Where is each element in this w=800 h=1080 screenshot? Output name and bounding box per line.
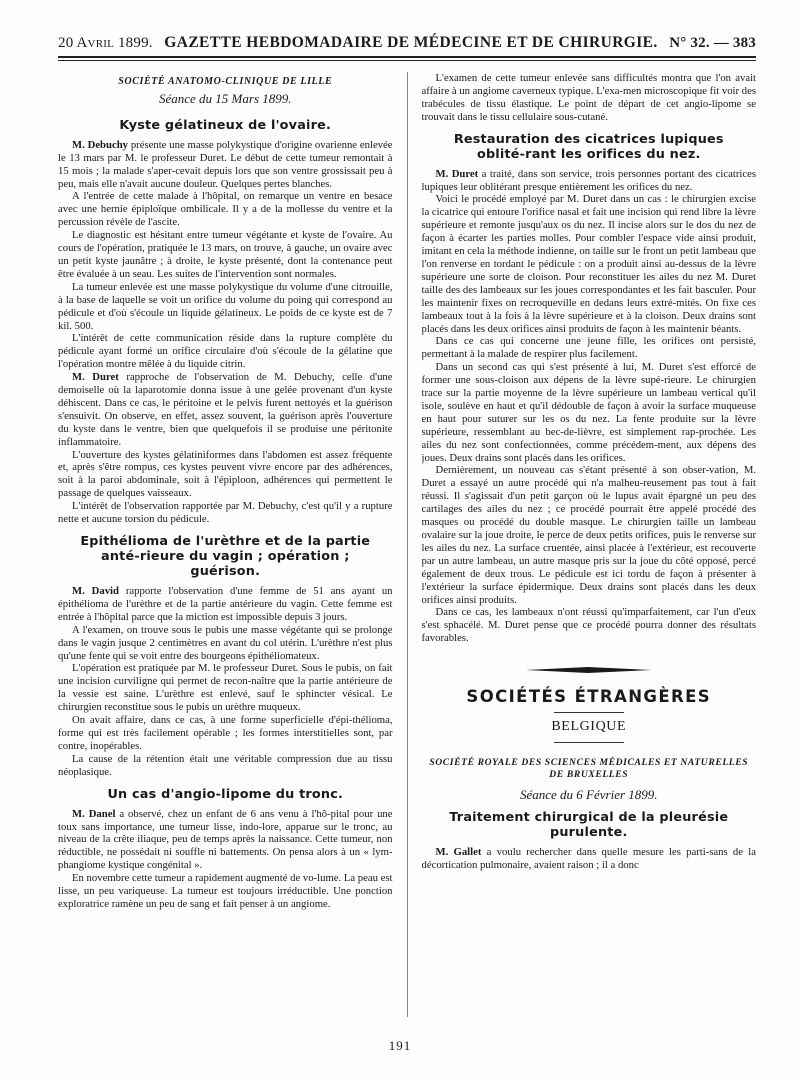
speaker-name: M. Debuchy <box>72 138 128 151</box>
paragraph: L'opération est pratiquée par M. le professeur Duret. Sous le pubis, on fait une incision curviligne qui permet de recon-naître que la partie antérieure de la vessie est saine. L'urèthre est enlevé, sauf le sphincter vésical. Le chirurgien reconstitue sous le pubis un urèthre muqueux. <box>58 662 393 714</box>
paragraph: Dans un second cas qui s'est présenté à lui, M. Duret s'est efforcé de former une sous-cloison aux dépens de la lèvre supé-rieure. Le chirurgien trace sur la partie moyenne de la lèvre supérieure un lambeau vertical qu'il isole, soulève en haut et qu'il dédouble de façon à avoir la surface muqueuse en haut pour suturer sur les os du nez. La fente produite sur la lèvre supérieure, ressemblant au bec-de-lièvre, est simplement rap-prochée. Les ailes du nez sont confectionnées, comme précédem-ment, aux dépens des joues. Deux drains sont placés dans les orifices. <box>421 361 757 464</box>
issue-page-number: N° 32. — 383 <box>669 35 756 51</box>
paragraph: M. David rapporte l'observation d'une femme de 51 ans ayant un épithélioma de l'urèthre et de la partie antérieure du vagin. Cette femme est entrée à l'hôpital parce que la miction est impossible depuis 3 jours. <box>58 585 393 623</box>
paragraph: Le diagnostic est hésitant entre tumeur végétante et kyste de l'ovaire. Au cours de l'opération, pratiquée le 13 mars, on trouve, à gauche, un ovaire avec un petit kyste jaunâtre ; à droite, le kyste présenté, dont la contenance peut être évaluée à un seau. Les suites de l'intervention sont normales. <box>58 229 393 280</box>
article-title-epithelioma: Epithélioma de l'urèthre et de la partie anté-rieure du vagin ; opération ; guérison. <box>80 534 371 579</box>
journal-title: GAZETTE HEBDOMADAIRE DE MÉDECINE ET DE CHIRURGIE. <box>164 34 658 51</box>
paragraph: A l'examen, on trouve sous le pubis une masse végétante qui se prolonge dans le vagin jusque 2 centimètres en avant du col utérin. L'urèthre n'est plus qu'une fente qui se voit entre des bourgeons épithéliomateux. <box>58 623 393 662</box>
left-column <box>58 72 393 1017</box>
short-rule <box>554 742 624 743</box>
paragraph: L'intérêt de cette communication réside dans la rupture complète du pédicule ayant formé un orifice circulaire d'où s'écoule de la gélatine que l'opération montre mêlée à du liquide citrin. <box>58 332 393 371</box>
paragraph: L'intérêt de l'observation rapportée par M. Debuchy, c'est qu'il y a rupture nette et aucune torsion du pédicule. <box>58 500 393 526</box>
paragraph: La tumeur enlevée est une masse polykystique du volume d'une citrouille, à la base de laquelle se voit un orifice du volume du poing qui correspond au pédicule et d'où s'écoule un liquide gélatineux. Le poids de ce kyste est de 7 kil. 500. <box>58 280 393 332</box>
paragraph: A l'entrée de cette malade à l'hôpital, on remarque un ventre en besace avec une hernie épiploïque ombilicale. Il y a de la mollesse du ventre et la percussion révèle de l'ascite. <box>58 190 393 229</box>
paragraph: On avait affaire, dans ce cas, à une forme superficielle d'épi-thélioma, forme qui est très facilement opérable ; les formes interstitielles sont, par contre, inopérables. <box>58 714 393 752</box>
speaker-name: M. Duret <box>72 371 119 384</box>
paragraph: M. Gallet a voulu rechercher dans quelle mesure les parti-sans de la décortication pulmonaire, avaient raison ; il a donc <box>421 845 756 871</box>
two-column-body <box>58 72 756 1017</box>
paragraph: En novembre cette tumeur a rapidement augmenté de vo-lume. La peau est lisse, un peu variqueuse. La tumeur est toujours irréductible. Une ponction exploratrice ramène un peu de sang et fait penser à un angiome. <box>58 872 393 910</box>
paragraph: Dans ce cas qui concerne une jeune fille, les orifices ont persisté, permettant à la malade de respirer plus facilement. <box>421 335 757 361</box>
paragraph: Dernièrement, un nouveau cas s'étant présenté à son obser-vation, M. Duret a essayé un autre procédé qui n'a malheu-reusement pas tout à fait réussi. Il s'agissait d'un petit garçon où le lupus avait épargné un peu des cartilages des ailes du nez ; ce procédé pourrait être appelé procédé des masques ou procédé du double masque. Le chirurgien taille un lambeau ovalaire sur la joue droite, le perce de deux petits orifices, puis le renverse sur les ailes du nez. La surface cruentée, ainsi placée à l'extérieur, est recouverte par un autre lambeau, un autre masque pris sur la joue du côté opposé, percé également de deux trous. Le pédicule est ici tordu de façon à présenter à l'extérieur la surface épidermique. Deux drains sont placés dans les deux orifices ainsi produits. <box>421 464 757 606</box>
paragraph: L'examen de cette tumeur enlevée sans difficultés montra que l'on avait affaire à un angiome caverneux typique. L'exa-men microscopique fit voir des trabécules de tissu élastique. Le point de départ de cet angio-lipome se trouvait dans le tissu cellulaire sous-cutané. <box>421 72 757 123</box>
right-column <box>422 72 757 1017</box>
paragraph: M. Danel a observé, chez un enfant de 6 ans venu à l'hô-pital pour une toux sans importance, une tumeur lisse, indo-lore, apparue sur le tronc, au niveau de la crête iliaque, peu de temps après la naissance. Cette tumeur, non réductible, ne possédait ni souffle ni battements. On pensa alors à un « lym-phangiome kystique congénital ». <box>58 807 393 872</box>
society-name: SOCIÉTÉ ANATOMO-CLINIQUE DE LILLE <box>118 76 333 87</box>
short-rule <box>554 712 624 713</box>
society-name: SOCIÉTÉ ROYALE DES SCIENCES MÉDICALES ET NATURELLES DE BRUXELLES <box>429 756 749 780</box>
section-title-foreign-societies: SOCIÉTÉS ÉTRANGÈRES <box>466 687 712 707</box>
column-divider <box>407 72 408 1017</box>
paragraph: M. Duret rapproche de l'observation de M. Debuchy, celle d'une demoiselle où la laparotomie donna issue à une gelée provenant d'un kyste déhiscent. Dans ce cas, le péritoine et le pelvis furent nettoyés et la guérison s'ensuivit. On observe, en effet, assez souvent, la guérison après l'ouverture du kyste dans le ventre, bien que quelquefois il se produise une péritonite inflammatoire. <box>58 371 393 448</box>
page-folio: 191 <box>388 1038 412 1053</box>
header-rule-thin <box>58 60 756 61</box>
issue-date: 20 Avril 1899. <box>58 35 153 51</box>
article-title-ovarian-cyst: Kyste gélatineux de l'ovaire. <box>119 117 332 133</box>
paragraph: Voici le procédé employé par M. Duret dans un cas : le chirurgien excise la cicatrice qui entoure l'orifice nasal et fait une incision qui rend libre la lèvre supérieure et remonte jusqu'aux os du nez. Il incise alors sur le dos du nez de façon à écarter les parties molles. Pour combler l'espace vide ainsi produit, imitant en cela la méthode indienne, on taille sur le front un petit lambeau que l'on renverse en tordant le pédicule : on a produit ainsi au-dessus de la lèvre supérieure une sorte de cloison. Pour reconstituer les ailes du nez M. Duret taille des des lambeaux sur les joues correspondantes et les fait basculer. Pour les maintenir fixes on recroqueville en dedans leurs extré-mités. On fixe ces lambeaux tout à la fois à la lèvre supérieure et à la cloison. Deux drains sont placés dans les deux orifices ainsi produits de façon à les maintenir béants. <box>421 193 757 335</box>
header-rule <box>58 56 756 58</box>
country-heading: BELGIQUE <box>551 719 627 735</box>
session-date: Séance du 6 Février 1899. <box>519 786 658 802</box>
paragraph: Dans ce cas, les lambeaux n'ont réussi qu'imparfaitement, car l'un d'eux s'est sphacélé. M. Duret pense que ce procédé pourra donner des résultats favorables. <box>421 606 757 645</box>
ornament-rule <box>422 665 757 675</box>
speaker-name: M. Duret <box>435 167 479 180</box>
article-title-lupus-scars: Restauration des cicatrices lupiques oblité-rant les orifices du nez. <box>453 131 724 162</box>
ornament-icon <box>524 665 654 675</box>
speaker-name: M. David <box>72 585 119 597</box>
paragraph: La cause de la rétention était une véritable compression due au tissu néoplasique. <box>58 752 393 778</box>
speaker-name: M. Gallet <box>435 845 482 858</box>
paragraph: L'ouverture des kystes gélatiniformes dans l'abdomen est assez fréquente et, après s'être rompus, ces kystes peuvent vivre encore par des adhérences, soit à la paroi abdominale, soit à l'épiploon, adhérences qui permettent le passage de quelques vaisseaux. <box>58 448 393 500</box>
paragraph: M. Duret a traité, dans son service, trois personnes portant des cicatrices lupiques leur oblitérant presque entièrement les orifices du nez. <box>421 167 756 193</box>
paragraph: M. Debuchy présente une masse polykystique d'origine ovarienne enlevée le 13 mars par M. le professeur Duret. Le début de cette tumeur remontait à 15 mois ; la malade s'aper-cevait depuis lors que son ventre grossissait peu à peu, mais elle n'avait aucune douleur. Quelques pertes blanches. <box>58 138 393 190</box>
article-title-pleurisy: Traitement chirurgical de la pleurésie purulente. <box>449 809 729 840</box>
running-header <box>58 34 756 52</box>
article-title-angio-lipoma: Un cas d'angio-lipome du tronc. <box>107 786 344 802</box>
speaker-name: M. Danel <box>72 807 116 820</box>
session-date: Séance du 15 Mars 1899. <box>159 90 292 106</box>
